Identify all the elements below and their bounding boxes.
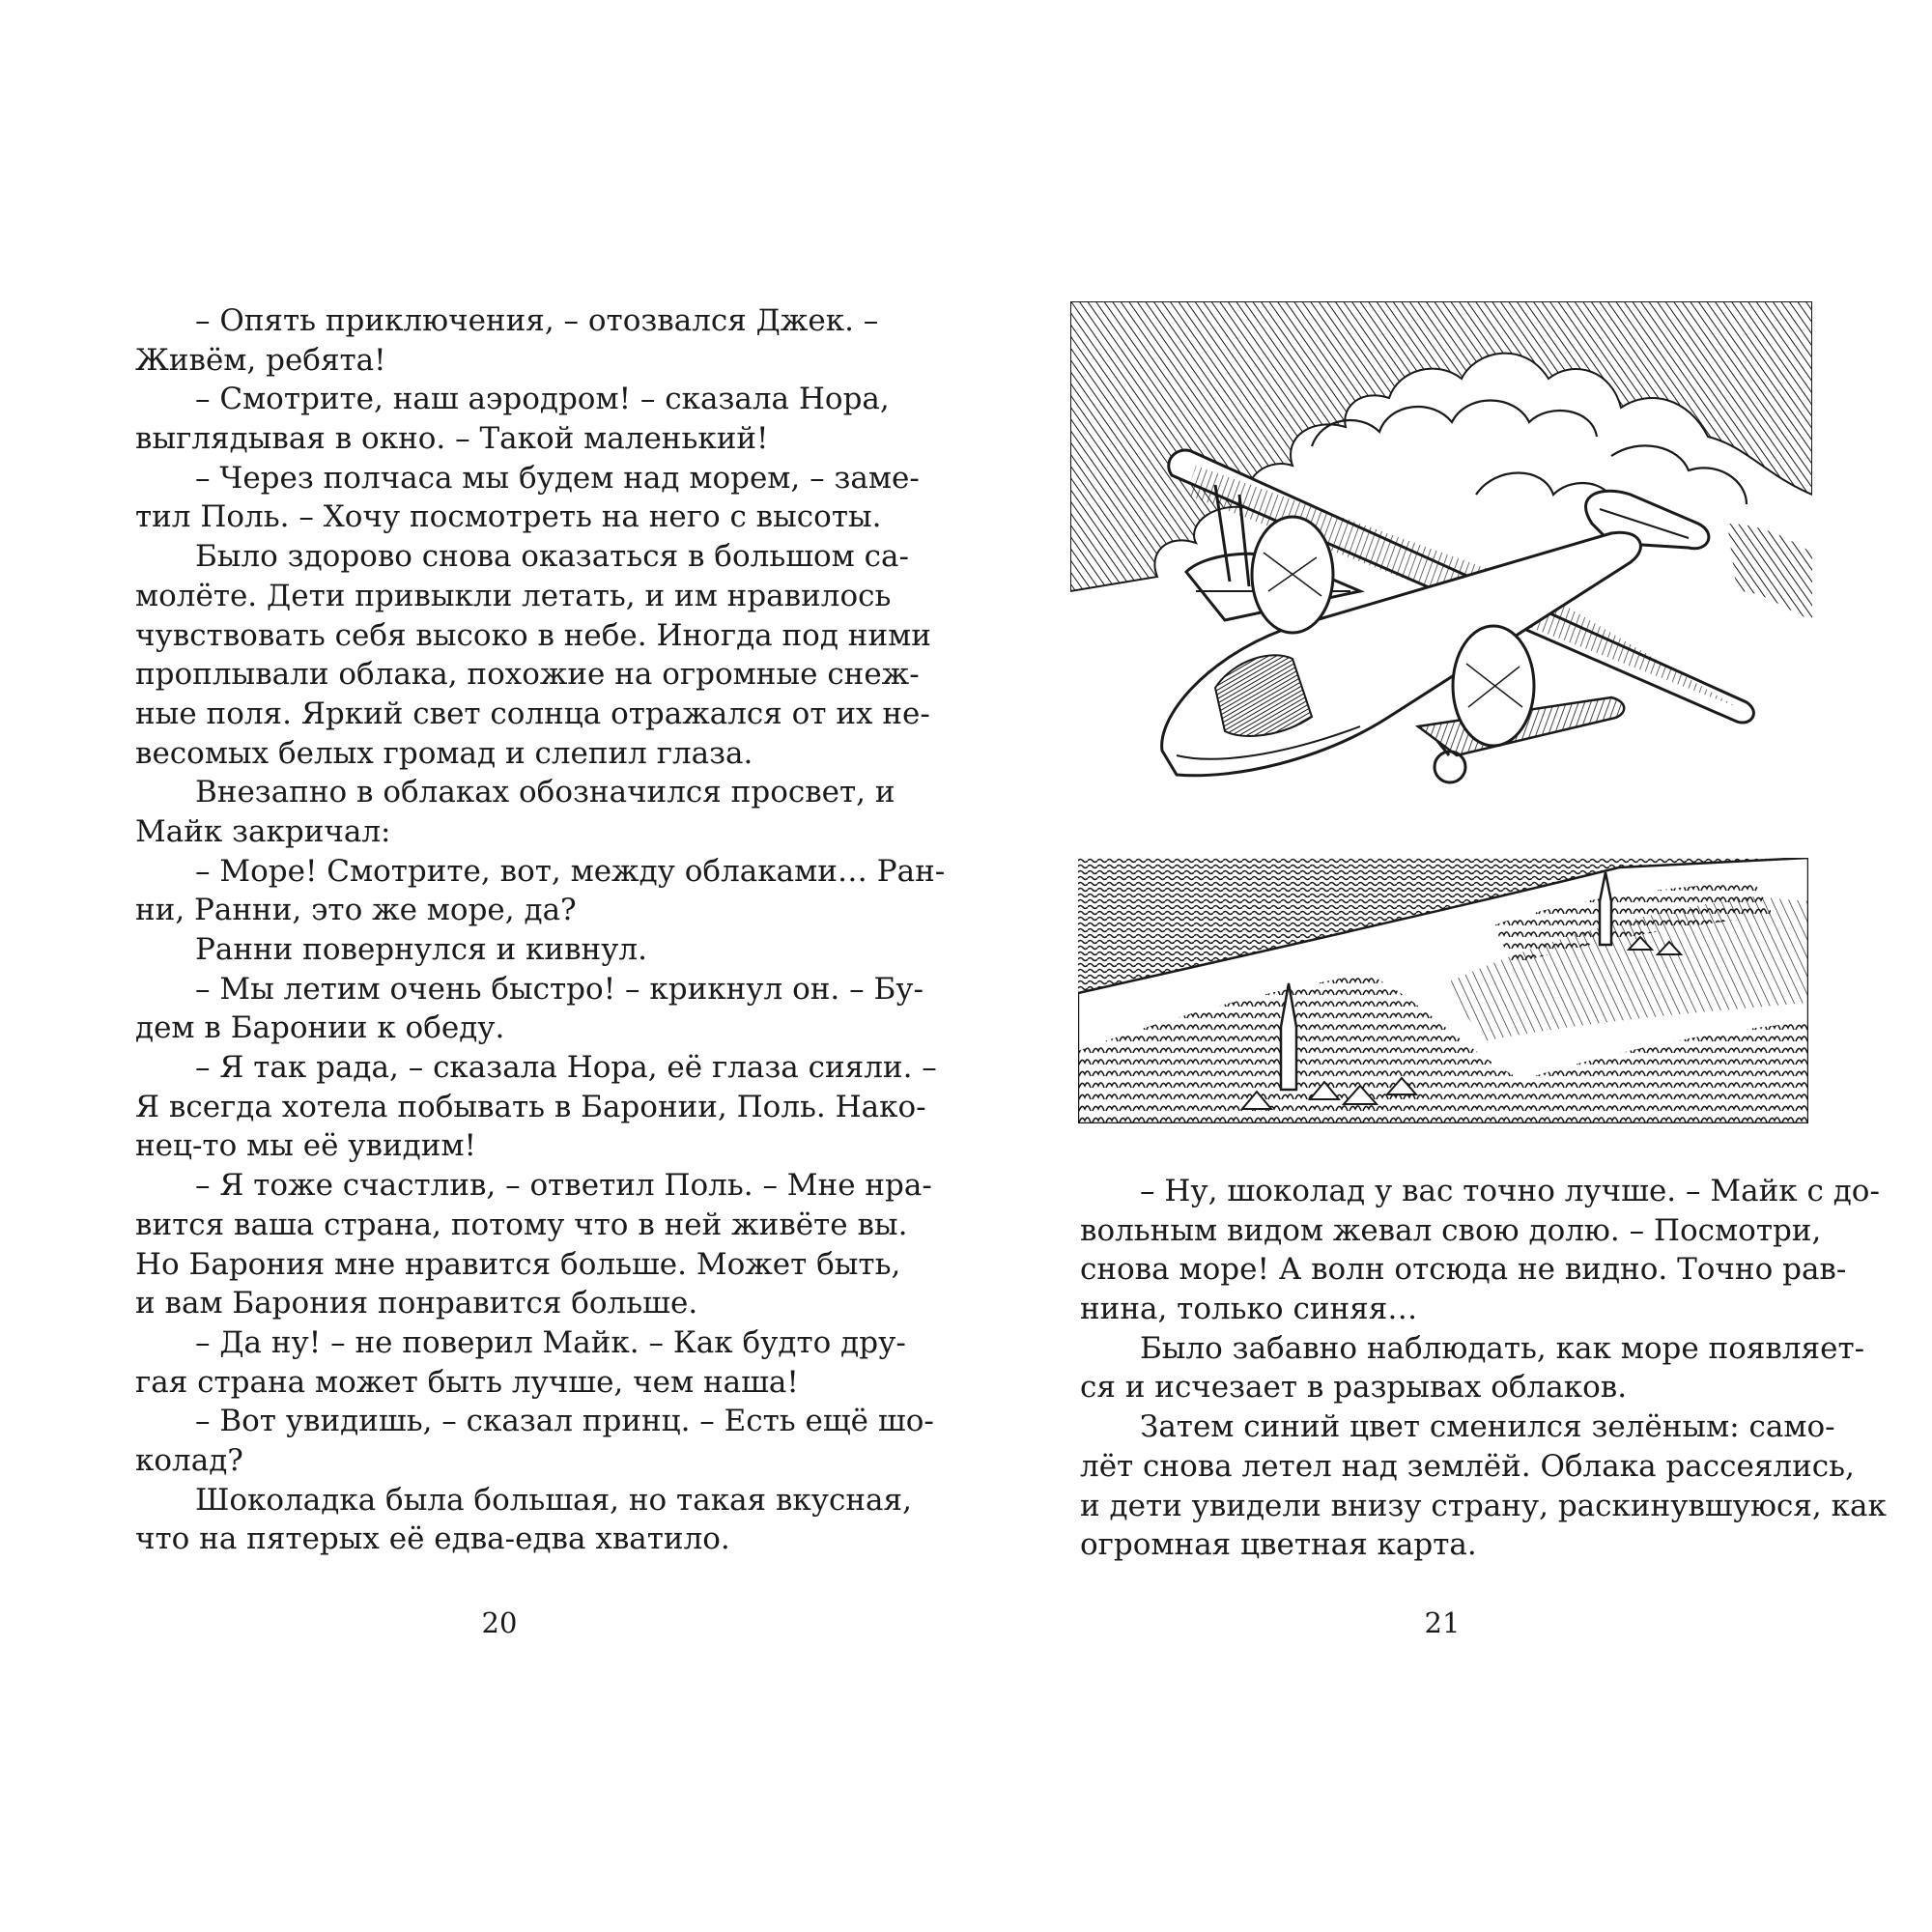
propeller-right <box>1453 626 1534 746</box>
text-line: – Смотрите, наш аэродром! – сказала Нора, <box>195 382 890 417</box>
text-line: гая страна может быть лучше, чем наша! <box>135 1364 799 1400</box>
text-line: – Ну, шоколад у вас точно лучше. – Майк с до- <box>1140 1174 1880 1208</box>
coastal-town-illustration <box>1078 858 1808 1123</box>
text-line: Затем синий цвет сменился зелёным: само- <box>1140 1409 1835 1445</box>
propeller-left <box>1252 517 1333 633</box>
text-line: огромная цветная карта. <box>1080 1527 1477 1563</box>
text-line: – Опять приключения, – отозвался Джек. – <box>195 303 879 338</box>
text-line: Живём, ребята! <box>135 342 386 378</box>
text-line: Майк закричал: <box>135 813 391 849</box>
text-line: Но Барония мне нравится больше. Может быть, <box>135 1246 901 1282</box>
text-line: молёте. Дети привыкли летать, и им нравилось <box>135 578 892 613</box>
text-line: что на пятерых её едва-едва хватило. <box>135 1521 730 1557</box>
text-line: – Я тоже счастлив, – ответил Поль. – Мне нра- <box>195 1168 932 1204</box>
text-line: вится ваша страна, потому что в ней живёте вы. <box>135 1207 908 1242</box>
text-line: лёт снова летел над землёй. Облака рассеялись, <box>1080 1448 1855 1484</box>
text-line: нец-то мы её увидим! <box>135 1128 476 1164</box>
text-line: нина, только синяя… <box>1080 1292 1418 1327</box>
text-line: Было здорово снова оказаться в большом са- <box>195 539 909 575</box>
text-line: дем в Баронии к обеду. <box>135 1010 505 1046</box>
text-line: – Море! Смотрите, вот, между облаками… Ран- <box>195 853 946 889</box>
text-line: – Мы летим очень быстро! – крикнул он. – Бу- <box>195 971 923 1007</box>
text-line: – Я так рада, – сказала Нора, её глаза сияли. – <box>195 1050 937 1086</box>
text-line: – Да ну! – не поверил Майк. – Как будто дру- <box>195 1324 906 1360</box>
text-line: выглядывая в окно. – Такой маленький! <box>135 421 769 457</box>
text-line: ни, Ранни, это же море, да? <box>135 893 577 928</box>
text-line: колад? <box>135 1442 243 1478</box>
text-line: Я всегда хотела побывать в Баронии, Поль. Нако- <box>135 1089 926 1124</box>
text-line: чувствовать себя высоко в небе. Иногда под ними <box>135 617 931 653</box>
text-line: Шоколадка была большая, но такая вкусная, <box>195 1482 912 1518</box>
text-line: проплывали облака, похожие на огромные снеж- <box>135 657 920 693</box>
right-page-number: 21 <box>1424 1606 1461 1639</box>
text-line: ные поля. Яркий свет солнца отражался от их не- <box>135 696 930 731</box>
cloud-outlines <box>1312 401 1747 510</box>
text-line: Внезапно в облаках обозначился просвет, и <box>195 775 895 810</box>
text-line: тил Поль. – Хочу посмотреть на него с высоты. <box>135 499 882 535</box>
text-line: ся и исчезает в разрывах облаков. <box>1080 1370 1628 1406</box>
airplane-illustration <box>1070 301 1812 811</box>
text-line: и вам Барония понравится больше. <box>135 1286 698 1321</box>
text-line: и дети увидели внизу страну, раскинувшуюся, как <box>1080 1488 1887 1523</box>
text-line: – Через полчаса мы будем над морем, – заме- <box>195 460 920 496</box>
right-page-text <box>1080 1172 1887 1565</box>
left-page-number: 20 <box>481 1606 518 1639</box>
text-line: вольным видом жевал свою долю. – Посмотри, <box>1080 1212 1822 1248</box>
left-page-text <box>135 301 946 1559</box>
text-line: Ранни повернулся и кивнул. <box>195 932 647 967</box>
text-line: Было забавно наблюдать, как море появляет- <box>1140 1330 1865 1366</box>
text-line: весомых белых громад и слепил глаза. <box>135 735 753 771</box>
text-line: снова море! А волн отсюда не видно. Точно рав- <box>1080 1252 1847 1288</box>
text-line: – Вот увидишь, – сказал принц. – Есть ещё шо- <box>195 1404 934 1439</box>
